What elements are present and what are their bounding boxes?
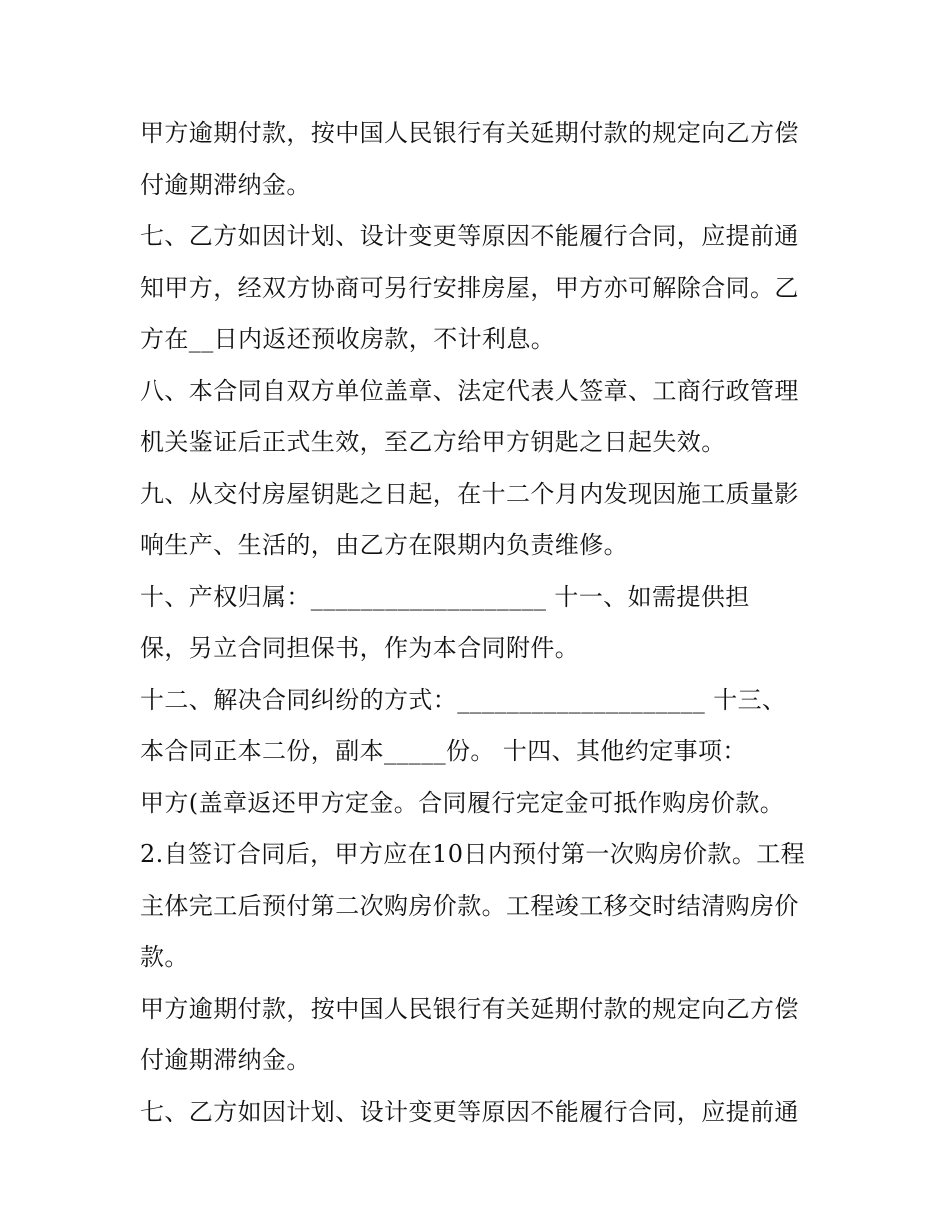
text-line: 保，另立合同担保书，作为本合同附件。	[140, 634, 580, 662]
text-line: 甲方逾期付款，按中国人民银行有关延期付款的规定向乙方偿	[140, 994, 799, 1023]
text-line: 款。	[140, 943, 189, 971]
text-line: 方在__日内返还预收房款，不计利息。	[140, 325, 556, 353]
text-line: 八、本合同自双方单位盖章、法定代表人签章、工商行政管理	[140, 376, 799, 405]
text-line: 七、乙方如因计划、设计变更等原因不能履行合同，应提前通	[140, 1097, 799, 1126]
text-line: 十二、解决合同纠纷的方式：____________________ 十三、	[140, 685, 787, 714]
text-line: 机关鉴证后正式生效，至乙方给甲方钥匙之日起失效。	[140, 428, 726, 456]
text-line: 2.自签订合同后，甲方应在10日内预付第一次购房价款。工程	[140, 840, 806, 868]
text-line: 七、乙方如因计划、设计变更等原因不能履行合同，应提前通	[140, 222, 799, 250]
text-line: 付逾期滞纳金。	[140, 170, 311, 199]
text-line: 主体完工后预付第二次购房价款。工程竣工移交时结清购房价	[140, 891, 799, 920]
text-line: 十、产权归属：___________________ 十一、如需提供担	[140, 582, 750, 611]
text-line: 甲方(盖章返还甲方定金。合同履行完定金可抵作购房价款。	[140, 788, 785, 817]
text-line: 付逾期滞纳金。	[140, 1046, 311, 1074]
text-line: 响生产、生活的，由乙方在限期内负责维修。	[140, 531, 628, 559]
text-line: 九、从交付房屋钥匙之日起，在十二个月内发现因施工质量影	[140, 479, 799, 508]
document-body	[140, 108, 820, 1138]
text-line: 本合同正本二份，副本_____份。 十四、其他约定事项：	[140, 737, 747, 765]
text-line: 甲方逾期付款，按中国人民银行有关延期付款的规定向乙方偿	[140, 119, 799, 147]
text-line: 知甲方，经双方协商可另行安排房屋，甲方亦可解除合同。乙	[140, 273, 799, 302]
